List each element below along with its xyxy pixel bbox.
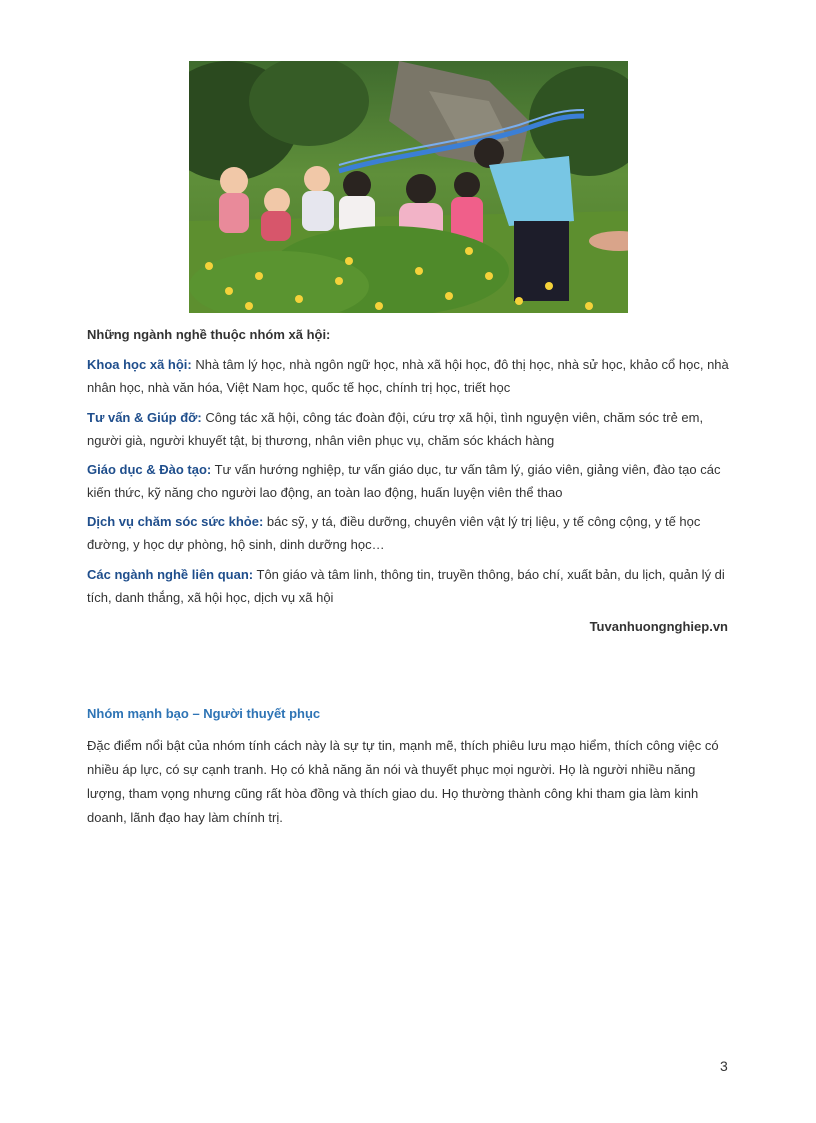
page-number: 3	[720, 1058, 728, 1074]
career-item-text: Công tác xã hội, công tác đoàn đội, cứu trợ xã hội, tình nguyện viên, chăm sóc trẻ em, người già, người khuyết tật, bị thương, nhân viên phục vụ, chăm sóc khách hàng	[87, 410, 704, 448]
career-item-lead: Tư vấn & Giúp đỡ:	[87, 410, 202, 425]
source-attribution: Tuvanhuongnghiep.vn	[589, 619, 728, 634]
section2-body: Đặc điểm nổi bật của nhóm tính cách này là sự tự tin, mạnh mẽ, thích phiêu lưu mạo hiểm, thích công việc có nhiều áp lực, có sự cạnh tranh. Họ có khả năng ăn nói và thuyết phục mọi người. Họ là người nhiều năng lượng, tham vọng nhưng cũng rất hòa đồng và thích giao du. Họ thường thành công khi tham gia làm kinh doanh, lãnh đạo hay làm chính trị.	[87, 738, 719, 825]
career-item-text: Nhà tâm lý học, nhà ngôn ngữ học, nhà xã hội học, đô thị học, nhà sử học, khảo cổ học, nhà nhân học, nhà văn hóa, Việt Nam học, quốc tế học, chính trị học, triết học	[87, 357, 729, 395]
section-heading: Những ngành nghề thuộc nhóm xã hội:	[87, 327, 331, 342]
career-item-text: bác sỹ, y tá, điều dưỡng, chuyên viên vật lý trị liệu, y tế công cộng, y tế học đường, y học dự phòng, hộ sinh, dinh dưỡng học…	[87, 514, 701, 552]
career-item-lead: Dịch vụ chăm sóc sức khỏe:	[87, 514, 264, 529]
career-item	[87, 353, 732, 399]
career-item	[87, 510, 732, 556]
career-item	[87, 458, 732, 504]
career-item-lead: Khoa học xã hội:	[87, 357, 192, 372]
career-item	[87, 563, 732, 609]
career-item-lead: Các ngành nghề liên quan:	[87, 567, 254, 582]
career-item	[87, 406, 732, 452]
career-item-text: Tôn giáo và tâm linh, thông tin, truyền thông, báo chí, xuất bản, du lịch, quản lý di tích, danh thắng, xã hội học, dịch vụ xã hội	[87, 567, 725, 605]
section2-heading: Nhóm mạnh bạo – Người thuyết phục	[87, 706, 321, 721]
children-garden-photo	[189, 61, 628, 313]
career-item-lead: Giáo dục & Đào tạo:	[87, 462, 212, 477]
career-item-text: Tư vấn hướng nghiệp, tư vấn giáo dục, tư vấn tâm lý, giáo viên, giảng viên, đào tạo các kiến thức, kỹ năng cho người lao động, an toàn lao động, huấn luyện viên thể thao	[87, 462, 721, 500]
